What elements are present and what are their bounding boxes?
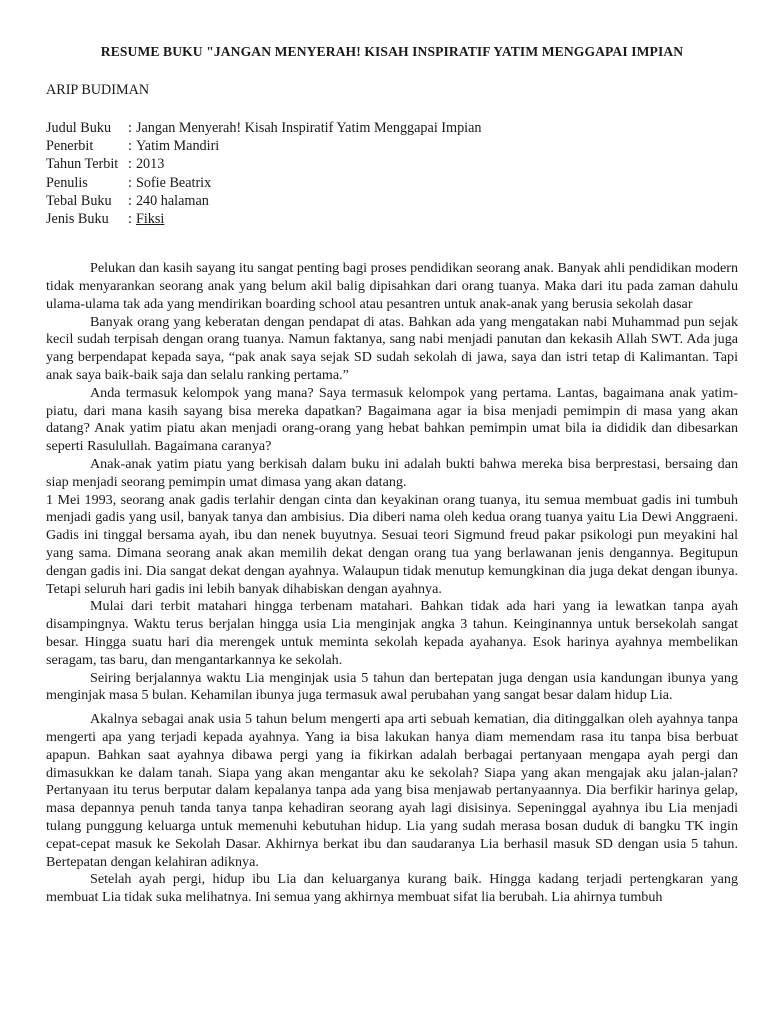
book-info <box>46 119 738 228</box>
meta-separator: : <box>128 138 132 155</box>
meta-separator: : <box>128 174 132 191</box>
paragraph: Anda termasuk kelompok yang mana? Saya termasuk kelompok yang pertama. Lantas, bagaimana anak yatim-piatu, dari mana kasih sayang bisa mereka dapatkan? Bagaimana agar ia bisa menjadi pemimpin di masa yang akan datang? Anak yatim piatu akan menjadi orang-orang yang hebat bahkan pemimpin umat bila ia dididik dan dibesarkan seperti Rasulullah. Bagaimana caranya? <box>46 384 738 455</box>
meta-value: 240 halaman <box>135 192 209 209</box>
paragraph: Anak-anak yatim piatu yang berkisah dalam buku ini adalah bukti bahwa mereka bisa berprestasi, bersaing dan siap menjadi seorang pemimpin umat dimasa yang akan datang. <box>46 455 738 490</box>
paragraph: Setelah ayah pergi, hidup ibu Lia dan keluarganya kurang baik. Hingga kadang terjadi pertengkaran yang membuat Lia tidak suka melihatnya. Ini semua yang akhirnya membuat sifat lia berubah. Lia ahirnya tumbuh <box>46 871 738 906</box>
meta-row-penulis <box>46 174 738 192</box>
meta-separator: : <box>128 156 132 173</box>
document-title: RESUME BUKU "JANGAN MENYERAH! KISAH INSPIRATIF YATIM MENGGAPAI IMPIAN <box>100 44 684 59</box>
meta-value: Yatim Mandiri <box>135 138 220 155</box>
paragraph: Banyak orang yang keberatan dengan pendapat di atas. Bahkan ada yang mengatakan nabi Muhammad pun sejak kecil sudah terpisah dengan orang tuanya. Namun faktanya, sang nabi menjadi panutan dan kekasih Allah SWT. Ada juga yang berpendapat kepada saya, “pak anak saya sejak SD sudah sekolah di jawa, saya dan istri tetap di Kalimantan. Tapi anak saya baik-baik saja dan selalu ranking pertama.” <box>46 313 738 383</box>
document-author: ARIP BUDIMAN <box>46 82 150 98</box>
paragraph: Mulai dari terbit matahari hingga terbenam matahari. Bahkan tidak ada hari yang ia lewatkan tanpa ayah disampingnya. Waktu terus berjalan hingga usia Lia menginjak angka 3 tahun. Keinginannya untuk bersekolah sangat besar. Hingga suatu hari dia merengek untuk meminta sekolah kepada ayahanya. Esok harinya ayahnya membelikan seragam, tas baru, dan mengantarkannya ke sekolah. <box>46 598 738 668</box>
meta-value: 2013 <box>135 156 165 173</box>
meta-row-penerbit <box>46 137 738 155</box>
resume-body <box>46 260 738 907</box>
paragraph: Pelukan dan kasih sayang itu sangat penting bagi proses pendidikan seorang anak. Banyak ahli pendidikan modern tidak menyarankan seorang anak yang belum akil balig dipisahkan dari orang tuanya. Maka dari itu pada zaman dahulu ulama-ulama tak ada yang mendirikan boarding school atau pesantren untuk anak-anak yang berusia sekolah dasar <box>46 260 738 312</box>
meta-label: Tebal Buku <box>46 192 112 209</box>
meta-separator: : <box>128 192 132 209</box>
paragraph: Akalnya sebagai anak usia 5 tahun belum mengerti apa arti sebuah kematian, dia ditinggalkan oleh ayahnya tanpa mengerti apa yang terjadi kepada ayahnya. Yang ia bisa lakukan hanya diam memendam rasa itu tanpa bisa berbuat apapun. Bahkan saat ayahnya dibawa pergi yang ia fikirkan adalah berbagai pertanyaan mengapa ayah pergi dan dimasukkan ke dalam tanah. Siapa yang akan mengantar aku ke sekolah? Siapa yang akan mengajak aku jalan-jalan? Pertanyaan itu terus berputar dalam kepalanya tanpa ada yang bisa menjawab pertanyaannya. Dia berfikir harinya gelap, masa depannya penuh tanda tanya tanpa kehadiran seorang ayah lagi disisinya. Sepeninggal ayahnya ibu Lia menjadi tulang punggung keluarga untuk memenuhi kebutuhan hidup. Lia yang sudah merasa bosan duduk di bangku TK ingin cepat-cepat masuk ke Sekolah Dasar. Akhirnya berkat ibu dan saudaranya Lia berhasil masuk SD dengan usia 5 tahun. Bertepatan dengan kelahiran adiknya. <box>46 711 738 870</box>
meta-separator: : <box>128 120 132 136</box>
meta-label: Penulis <box>46 174 88 191</box>
meta-label: Judul Buku <box>46 120 112 136</box>
genre-link[interactable]: Fiksi <box>135 211 165 228</box>
meta-row-tebal <box>46 192 738 210</box>
meta-separator: : <box>128 211 132 228</box>
meta-label: Tahun Terbit <box>46 156 119 173</box>
meta-value: Sofie Beatrix <box>135 174 212 191</box>
paragraph: Seiring berjalannya waktu Lia menginjak usia 5 tahun dan bertepatan juga dengan usia kandungan ibunya yang menginjak masa 5 bulan. Kehamilan ibunya juga termasuk awal perubahan yang sangat besar dalam hidup Lia. <box>46 669 738 704</box>
meta-value: Jangan Menyerah! Kisah Inspiratif Yatim Menggapai Impian <box>135 120 482 136</box>
meta-row-jenis <box>46 210 738 228</box>
meta-row-judul <box>46 119 738 137</box>
meta-row-tahun <box>46 155 738 173</box>
meta-label: Penerbit <box>46 138 94 155</box>
paragraph: 1 Mei 1993, seorang anak gadis terlahir dengan cinta dan keyakinan orang tuanya, itu semua membuat gadis ini tumbuh menjadi gadis yang usil, banyak tanya dan ambisius. Dia diberi nama oleh kedua orang tuanya yaitu Lia Dewi Anggraeni. Gadis ini tinggal bersama ayah, ibu dan nenek buyutnya. Sesuai teori Sigmund freud pakar psikologi pun meyakini hal yang sama. Dimana seorang anak akan memilih dekat dengan orang tua yang berlawanan jenis dengannya. Begitupun dengan gadis ini. Dia sangat dekat dengan ayahnya. Walaupun tidak menutup kemungkinan dia juga dekat dengan ibunya. Tetapi seluruh hari gadis ini lebih banyak dihabiskan dengan ayahnya. <box>46 491 738 597</box>
meta-label: Jenis Buku <box>46 211 109 228</box>
